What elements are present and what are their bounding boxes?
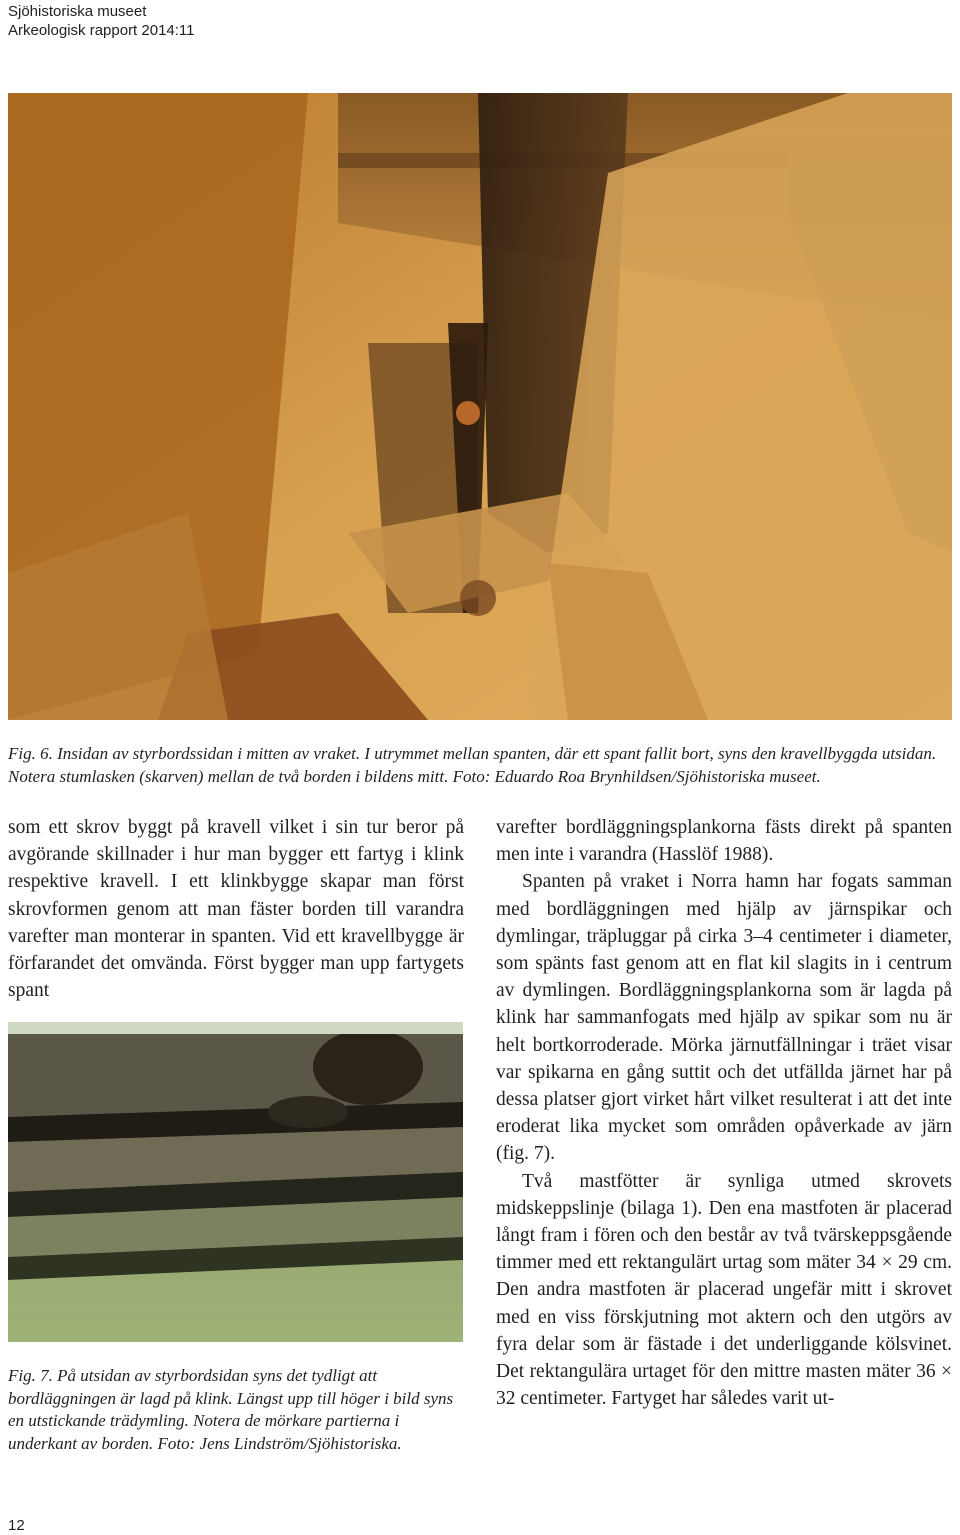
right-text-column	[496, 814, 952, 1412]
body-paragraph: varefter bordläggningsplankorna fästs direkt på spanten men inte i varandra (Hasslöf 1988).	[496, 817, 952, 866]
left-text-column	[8, 814, 464, 1004]
body-paragraph: Två mastfötter är synliga utmed skrovets midskeppslinje (bilaga 1). Den ena mastfoten är placerad långt fram i fören och den består av två tvärskeppsgående timmer med ett rektangulärt urtag som mäter 34 × 29 cm. Den andra mastfoten är placerad ungefär mitt i skrovet med en viss förskjutning mot aktern och den utgörs av fyra delar som är fästade i det underliggande kölsvinet. Det rektangulära urtaget för den mittre masten mäter 36 × 32 centimeter. Fartyget har således varit ut-	[496, 1170, 952, 1410]
publisher-name: Sjöhistoriska museet	[8, 3, 147, 20]
body-paragraph: som ett skrov byggt på kravell vilket i sin tur beror på avgörande skillnader i hur man bygger ett fartyg i klink respektive kravell. I ett klinkbygge skapar man först skrovformen genom att man fäster borden till varandra varefter man monterar in spanten. Vid ett kravellbygge är förfarandet det omvända. Först bygger man upp fartygets spant	[8, 817, 464, 1002]
figure-6-photo	[8, 93, 952, 720]
report-series: Arkeologisk rapport 2014:11	[8, 22, 195, 39]
figure-7-photo	[8, 1022, 463, 1342]
page-number: 12	[8, 1517, 25, 1534]
body-paragraph: Spanten på vraket i Norra hamn har fogats samman med bordläggningen med hjälp av järnspikar och dymlingar, träpluggar på cirka 3–4 centimeter i diameter, som spänts fast genom att en flat kil slagits in i centrum av dymlingen. Bordläggningsplankorna som är lagda på klink har sammanfogats med hjälp av spikar som nu är helt bortkorroderade. Mörka järnutfällningar i träet visar var spikarna en gång suttit och det utfällda järnet har på dessa platser gjort virket hårt vilket resulterat i att det inte eroderat lika mycket som områden opåverkade av järn (fig. 7).	[496, 871, 952, 1165]
figure-7-caption: Fig. 7. På utsidan av styrbordsidan syns det tydligt att bordläggningen är lagd på klink. Längst upp till höger i bild syns en utstickande trädymling. Notera de mörkare partierna i underkant av borden. Foto: Jens Lindström/Sjöhistoriska.	[8, 1366, 454, 1453]
figure-6-caption: Fig. 6. Insidan av styrbordssidan i mitten av vraket. I utrymmet mellan spanten, där ett spant fallit bort, syns den kravellbyggda utsidan. Notera stumlasken (skarven) mellan de två borden i bildens mitt. Foto: Eduardo Roa Brynhildsen/Sjöhistoriska museet.	[8, 744, 937, 786]
running-header	[8, 2, 195, 40]
